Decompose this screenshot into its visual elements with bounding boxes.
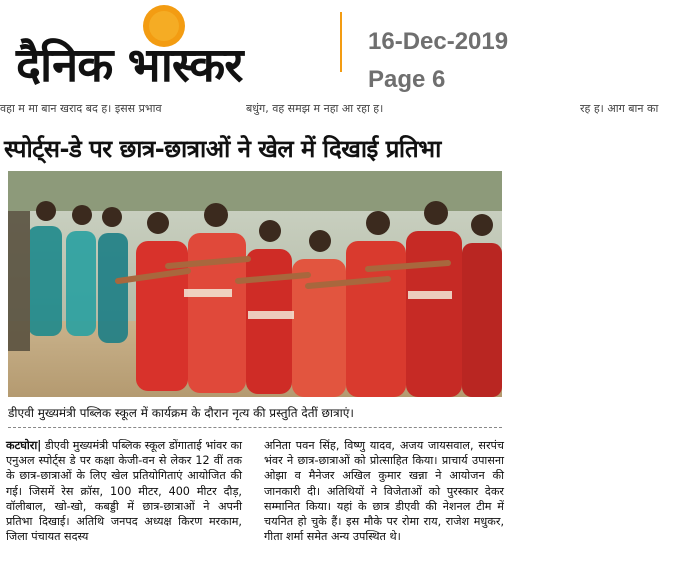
dance-performance-image — [8, 171, 502, 397]
article-body-part-1: डीएवी मुख्यमंत्री पब्लिक स्कूल डोंगाताई भांवर का एनुअल स्पोर्ट्स डे पर कक्षा केजी-वन से लेकर 12 वीं तक के छात्र-छात्राओं के लिए खेल प्रतियोगिताएं आयोजित की गई। जिसमें रेस क्रॉस, 100 मीटर, 400 मीटर दौड़, वॉलीबाल, खो-खो, कबड्डी में छात्र-छात्राओं ने अपनी प्रतिभा दिखाई। अतिथि जनपद अध्यक्ष किरण मरकाम, जिला पंचायत सदस्य — [6, 439, 242, 544]
article-column-2: अनिता पवन सिंह, विष्णु यादव, अजय जायसवाल, सरपंच भंवर ने छात्र-छात्राओं को प्रोत्साहित किया। प्राचार्य उपासना ओझा व मैनेजर अखिल कुमार खन्ना ने आयोजन की जानकारी दी। अतिथियों ने विजेताओं को पुरस्कार देकर सम्मानित किया। यहां के छात्र डीएवी की नेशनल टीम में चयनित हो चुके हैं। इस मौके पर रोमा राय, राजेश मधुकर, गीता शर्मा समेत अन्य उपस्थित थे। — [264, 439, 504, 544]
header-divider — [340, 12, 342, 72]
article-photo — [8, 171, 502, 397]
dateline: कटघोरा| — [6, 439, 42, 452]
page-number: Page 6 — [368, 66, 446, 93]
masthead — [0, 0, 687, 100]
article-column-1 — [6, 438, 242, 544]
issue-date: 16-Dec-2019 — [368, 28, 509, 55]
newspaper-logo: दैनिक भास्कर — [16, 38, 243, 93]
article-headline: स्पोर्ट्स-डे पर छात्र-छात्राओं ने खेल में दिखाई प्रतिभा — [4, 135, 441, 163]
photo-caption: डीएवी मुख्यमंत्री पब्लिक स्कूल में कार्यक्रम के दौरान नृत्य की प्रस्तुति देतीं छात्राएं। — [8, 406, 354, 420]
clipped-text-right: रह ह। आग बान का — [580, 102, 659, 115]
caption-separator — [8, 427, 502, 428]
clipped-text-middle: बधुंग, वह समझ म नहा आ रहा ह। — [246, 102, 384, 115]
clipped-previous-text — [0, 100, 687, 118]
clipped-text-left: वहा म मा बान खराद बद ह। इसस प्रभाव — [0, 102, 162, 115]
